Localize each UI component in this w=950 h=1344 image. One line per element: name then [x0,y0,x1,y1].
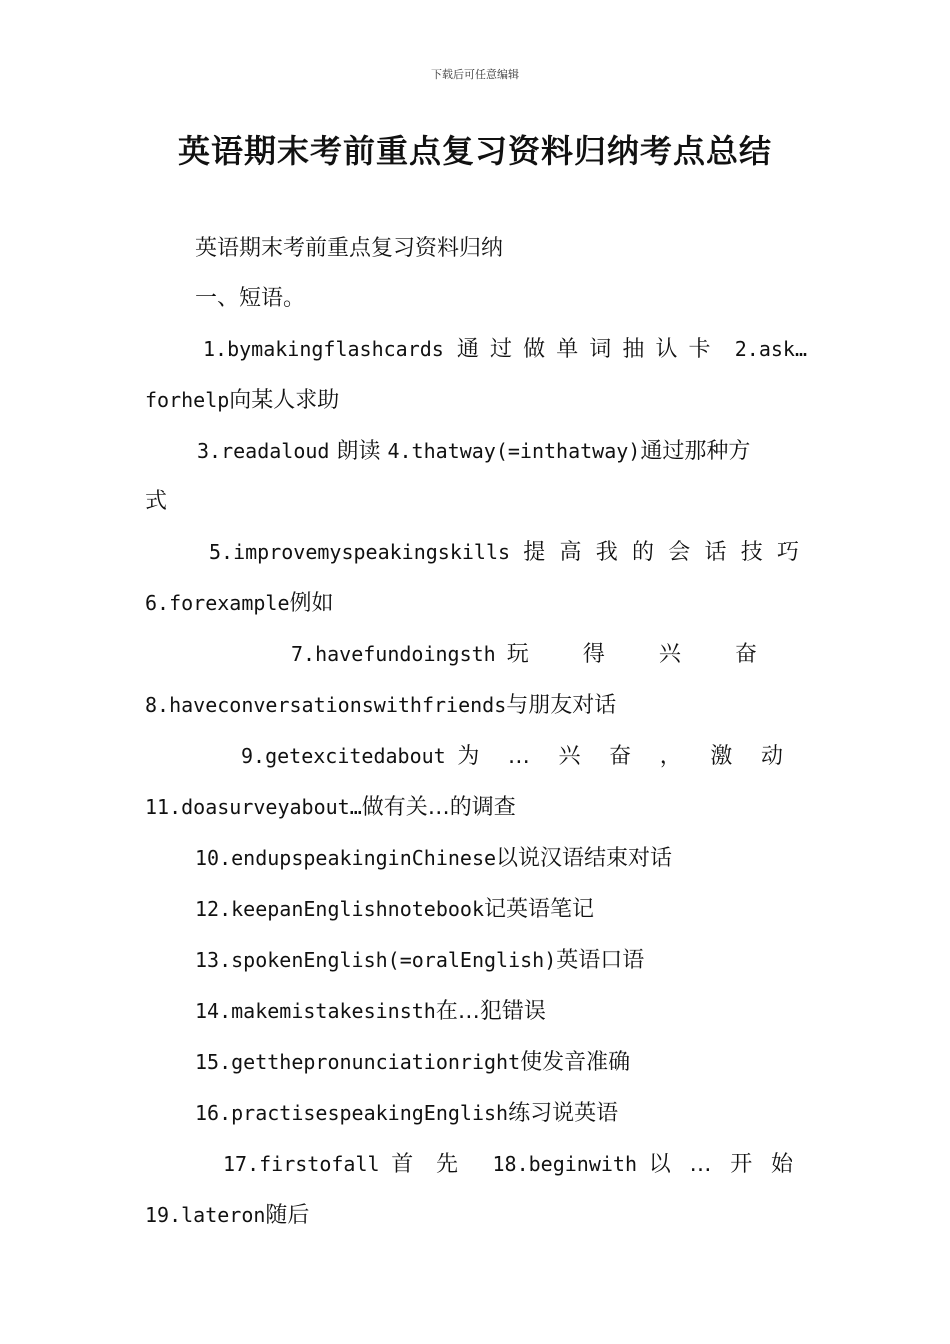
phrase-cn: 英语口语 [556,948,645,973]
section-heading: 一、短语。 [195,286,306,311]
phrase-line [145,1037,807,1088]
phrase-cn: 朗读 [336,439,381,464]
header-note: 下载后可任意编辑 [431,68,519,81]
phrase-en: 9.getexcitedabout [241,744,446,768]
phrase-line [145,1139,807,1241]
phrase-line [145,527,807,629]
phrase-cn: 练习说英语 [508,1101,619,1126]
phrase-line [145,833,807,884]
phrase-en: 3.readaloud [197,439,330,463]
phrase-line [145,324,807,426]
phrase-en: 7.havefundoingsth [291,642,496,666]
phrase-en: 17.firstofall [223,1152,380,1176]
phrase-en: 14.makemistakesinsth [195,999,436,1023]
phrase-cn: 向某人求助 [229,388,340,413]
phrase-en: 13.spokenEnglish(=oralEnglish) [195,948,557,972]
phrase-cn: 式 [145,489,168,514]
phrase-line [145,629,807,731]
phrase-cn: 通过那种方 [640,439,751,464]
phrase-en: 15.getthepronunciationright [195,1050,521,1074]
phrase-en: 1.bymakingflashcards [203,337,444,361]
phrase-en: 5.improvemyspeakingskills [209,540,511,564]
phrase-en: 16.practisespeakingEnglish [195,1101,509,1125]
phrase-en: 6.forexample [145,591,290,615]
phrase-cn: 与朋友对话 [506,693,617,718]
phrase-cn: 做有关…的调查 [361,795,516,820]
phrase-line [145,884,807,935]
subtitle: 英语期末考前重点复习资料归纳 [195,236,504,261]
phrase-cn: 玩得兴奋 [506,642,807,667]
phrase-cn: 为…兴奋，激动 [457,744,807,769]
phrase-en: 12.keepanEnglishnotebook [195,897,484,921]
phrase-cn: 以说汉语结束对话 [496,846,673,871]
phrase-cn: 例如 [289,591,334,616]
phrase-cn: 通过做单词抽认卡 [456,337,722,362]
phrase-line [145,986,807,1037]
phrase-en: 4.thatway(=inthatway) [387,439,641,463]
phrase-line [145,1088,807,1139]
phrase-line [145,935,807,986]
phrase-en: forhelp [145,388,230,412]
phrase-en: 10.endupspeakinginChinese [195,846,497,870]
phrase-cn: 使发音准确 [520,1050,631,1075]
phrase-cn: 记英语笔记 [483,897,594,922]
phrase-en: 8.haveconversationswithfriends [145,693,507,717]
phrase-en: 2.ask… [734,337,807,361]
phrase-line [145,731,807,833]
phrase-line [145,426,807,527]
phrase-cn: 随后 [265,1203,310,1228]
phrase-en: 11.doasurveyabout… [145,795,362,819]
phrase-cn: 提高我的会话技巧 [523,540,807,565]
phrase-en: 18.beginwith [492,1152,637,1176]
phrase-cn: 以…开始 [648,1152,807,1177]
phrase-cn: 在…犯错误 [435,999,546,1024]
phrase-cn: 首先 [391,1152,481,1177]
page-title: 英语期末考前重点复习资料归纳考点总结 [177,132,772,170]
phrase-en: 19.lateron [145,1203,266,1227]
document-body [145,224,807,1241]
